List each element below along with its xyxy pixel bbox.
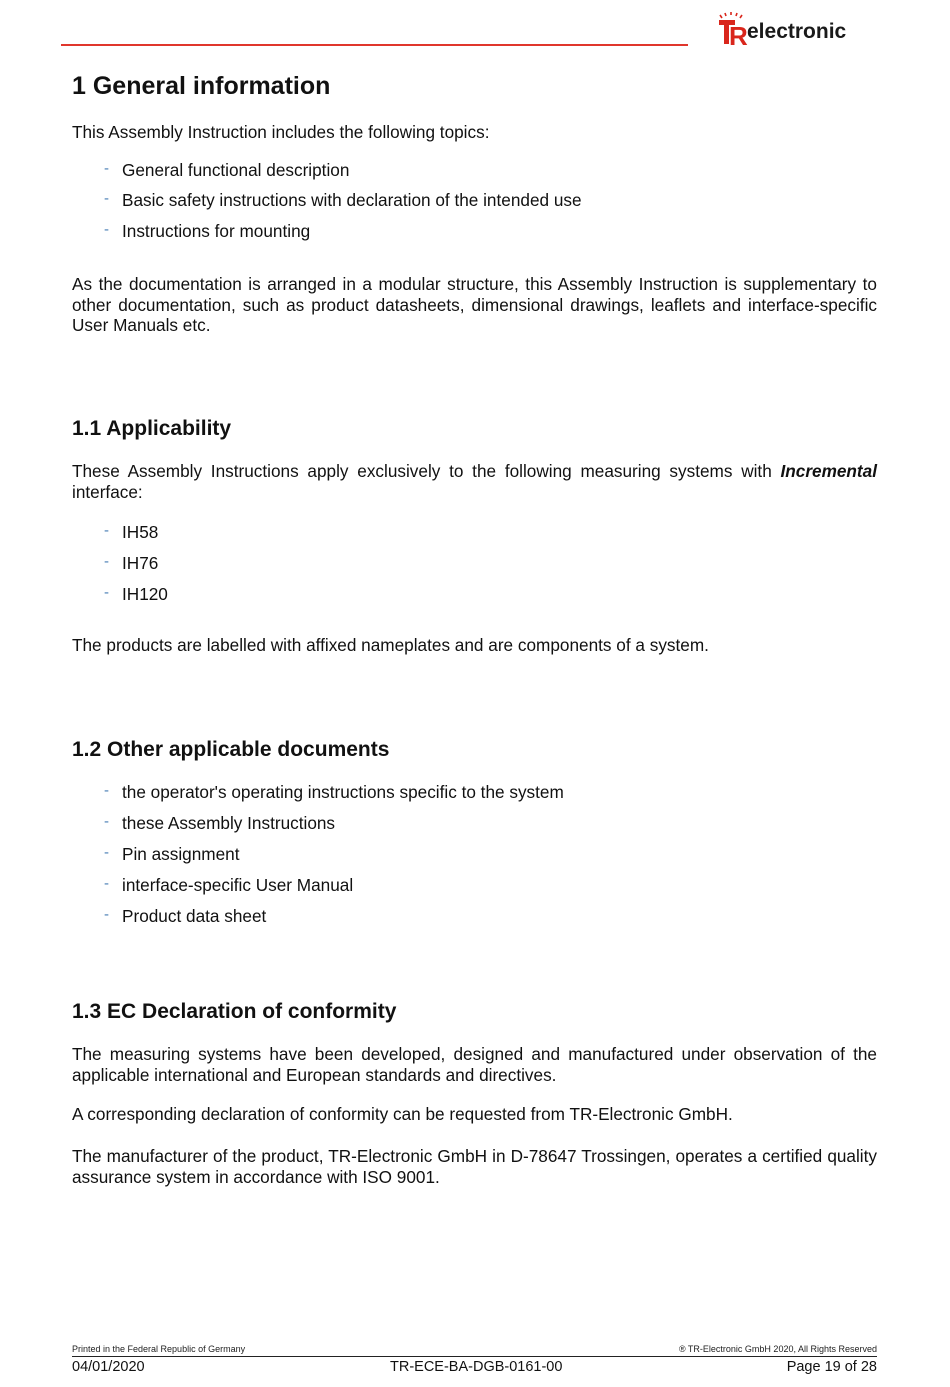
footer-copyright: ® TR-Electronic GmbH 2020, All Rights Reserved	[678, 1344, 877, 1354]
list-item: - Pin assignment	[104, 844, 240, 864]
logo-emblem-icon	[717, 12, 751, 48]
emphasis-incremental: Incremental	[780, 461, 877, 481]
section1-1-intro: These Assembly Instructions apply exclusively to the following measuring systems with Incremental interface:	[72, 461, 877, 502]
list-item: - the operator's operating instructions specific to the system	[104, 782, 564, 802]
bullet-dash: -	[104, 553, 109, 570]
section-title-other-documents: 1.2 Other applicable documents	[72, 738, 390, 761]
list-item: - Product data sheet	[104, 906, 267, 926]
section1-3-paragraph-3: The manufacturer of the product, TR-Electronic GmbH in D-78647 Trossingen, operates a certified quality assurance system in accordance with ISO 9001.	[72, 1146, 877, 1187]
bullet-dash: -	[104, 906, 109, 923]
bullet-dash: -	[104, 844, 109, 861]
list-item: - General functional description	[104, 160, 350, 180]
footer-date: 04/01/2020	[72, 1359, 145, 1375]
footer-rule	[72, 1356, 877, 1357]
bullet-dash: -	[104, 190, 109, 207]
footer-printed: Printed in the Federal Republic of Germany	[72, 1344, 246, 1354]
list-item: - Basic safety instructions with declaration of the intended use	[104, 190, 582, 210]
section1-intro: This Assembly Instruction includes the following topics:	[72, 122, 490, 142]
bullet-dash: -	[104, 221, 109, 238]
section-title-ec-declaration: 1.3 EC Declaration of conformity	[72, 1000, 397, 1023]
bullet-dash: -	[104, 160, 109, 177]
section-title-applicability: 1.1 Applicability	[72, 417, 232, 440]
list-item: - IH76	[104, 553, 159, 573]
list-item: - Instructions for mounting	[104, 221, 311, 241]
section1-3-paragraph-1: The measuring systems have been developed, designed and manufactured under observation of the applicable international and European standards and directives.	[72, 1044, 877, 1085]
bullet-dash: -	[104, 584, 109, 601]
logo-r: R	[729, 21, 748, 48]
list-item: - IH120	[104, 584, 168, 604]
list-item: - interface-specific User Manual	[104, 875, 354, 895]
logo-wordmark: electronic	[747, 20, 847, 43]
section-title-general-information: 1 General information	[72, 72, 331, 100]
footer-doc-id: TR-ECE-BA-DGB-0161-00	[390, 1359, 563, 1375]
list-item: - these Assembly Instructions	[104, 813, 336, 833]
company-logo	[717, 12, 877, 48]
section1-3-paragraph-2: A corresponding declaration of conformity can be requested from TR-Electronic GmbH.	[72, 1104, 733, 1124]
section1-1-paragraph: The products are labelled with affixed nameplates and are components of a system.	[72, 635, 709, 655]
footer-page-number: Page 19 of 28	[786, 1359, 877, 1375]
section1-paragraph: As the documentation is arranged in a modular structure, this Assembly Instruction is supplementary to other documentation, such as product datasheets, dimensional drawings, leaflets and interface-specific User Manuals etc.	[72, 274, 877, 335]
bullet-dash: -	[104, 782, 109, 799]
bullet-dash: -	[104, 522, 109, 539]
bullet-dash: -	[104, 875, 109, 892]
bullet-dash: -	[104, 813, 109, 830]
header-rule	[61, 44, 688, 46]
list-item: - IH58	[104, 522, 159, 542]
